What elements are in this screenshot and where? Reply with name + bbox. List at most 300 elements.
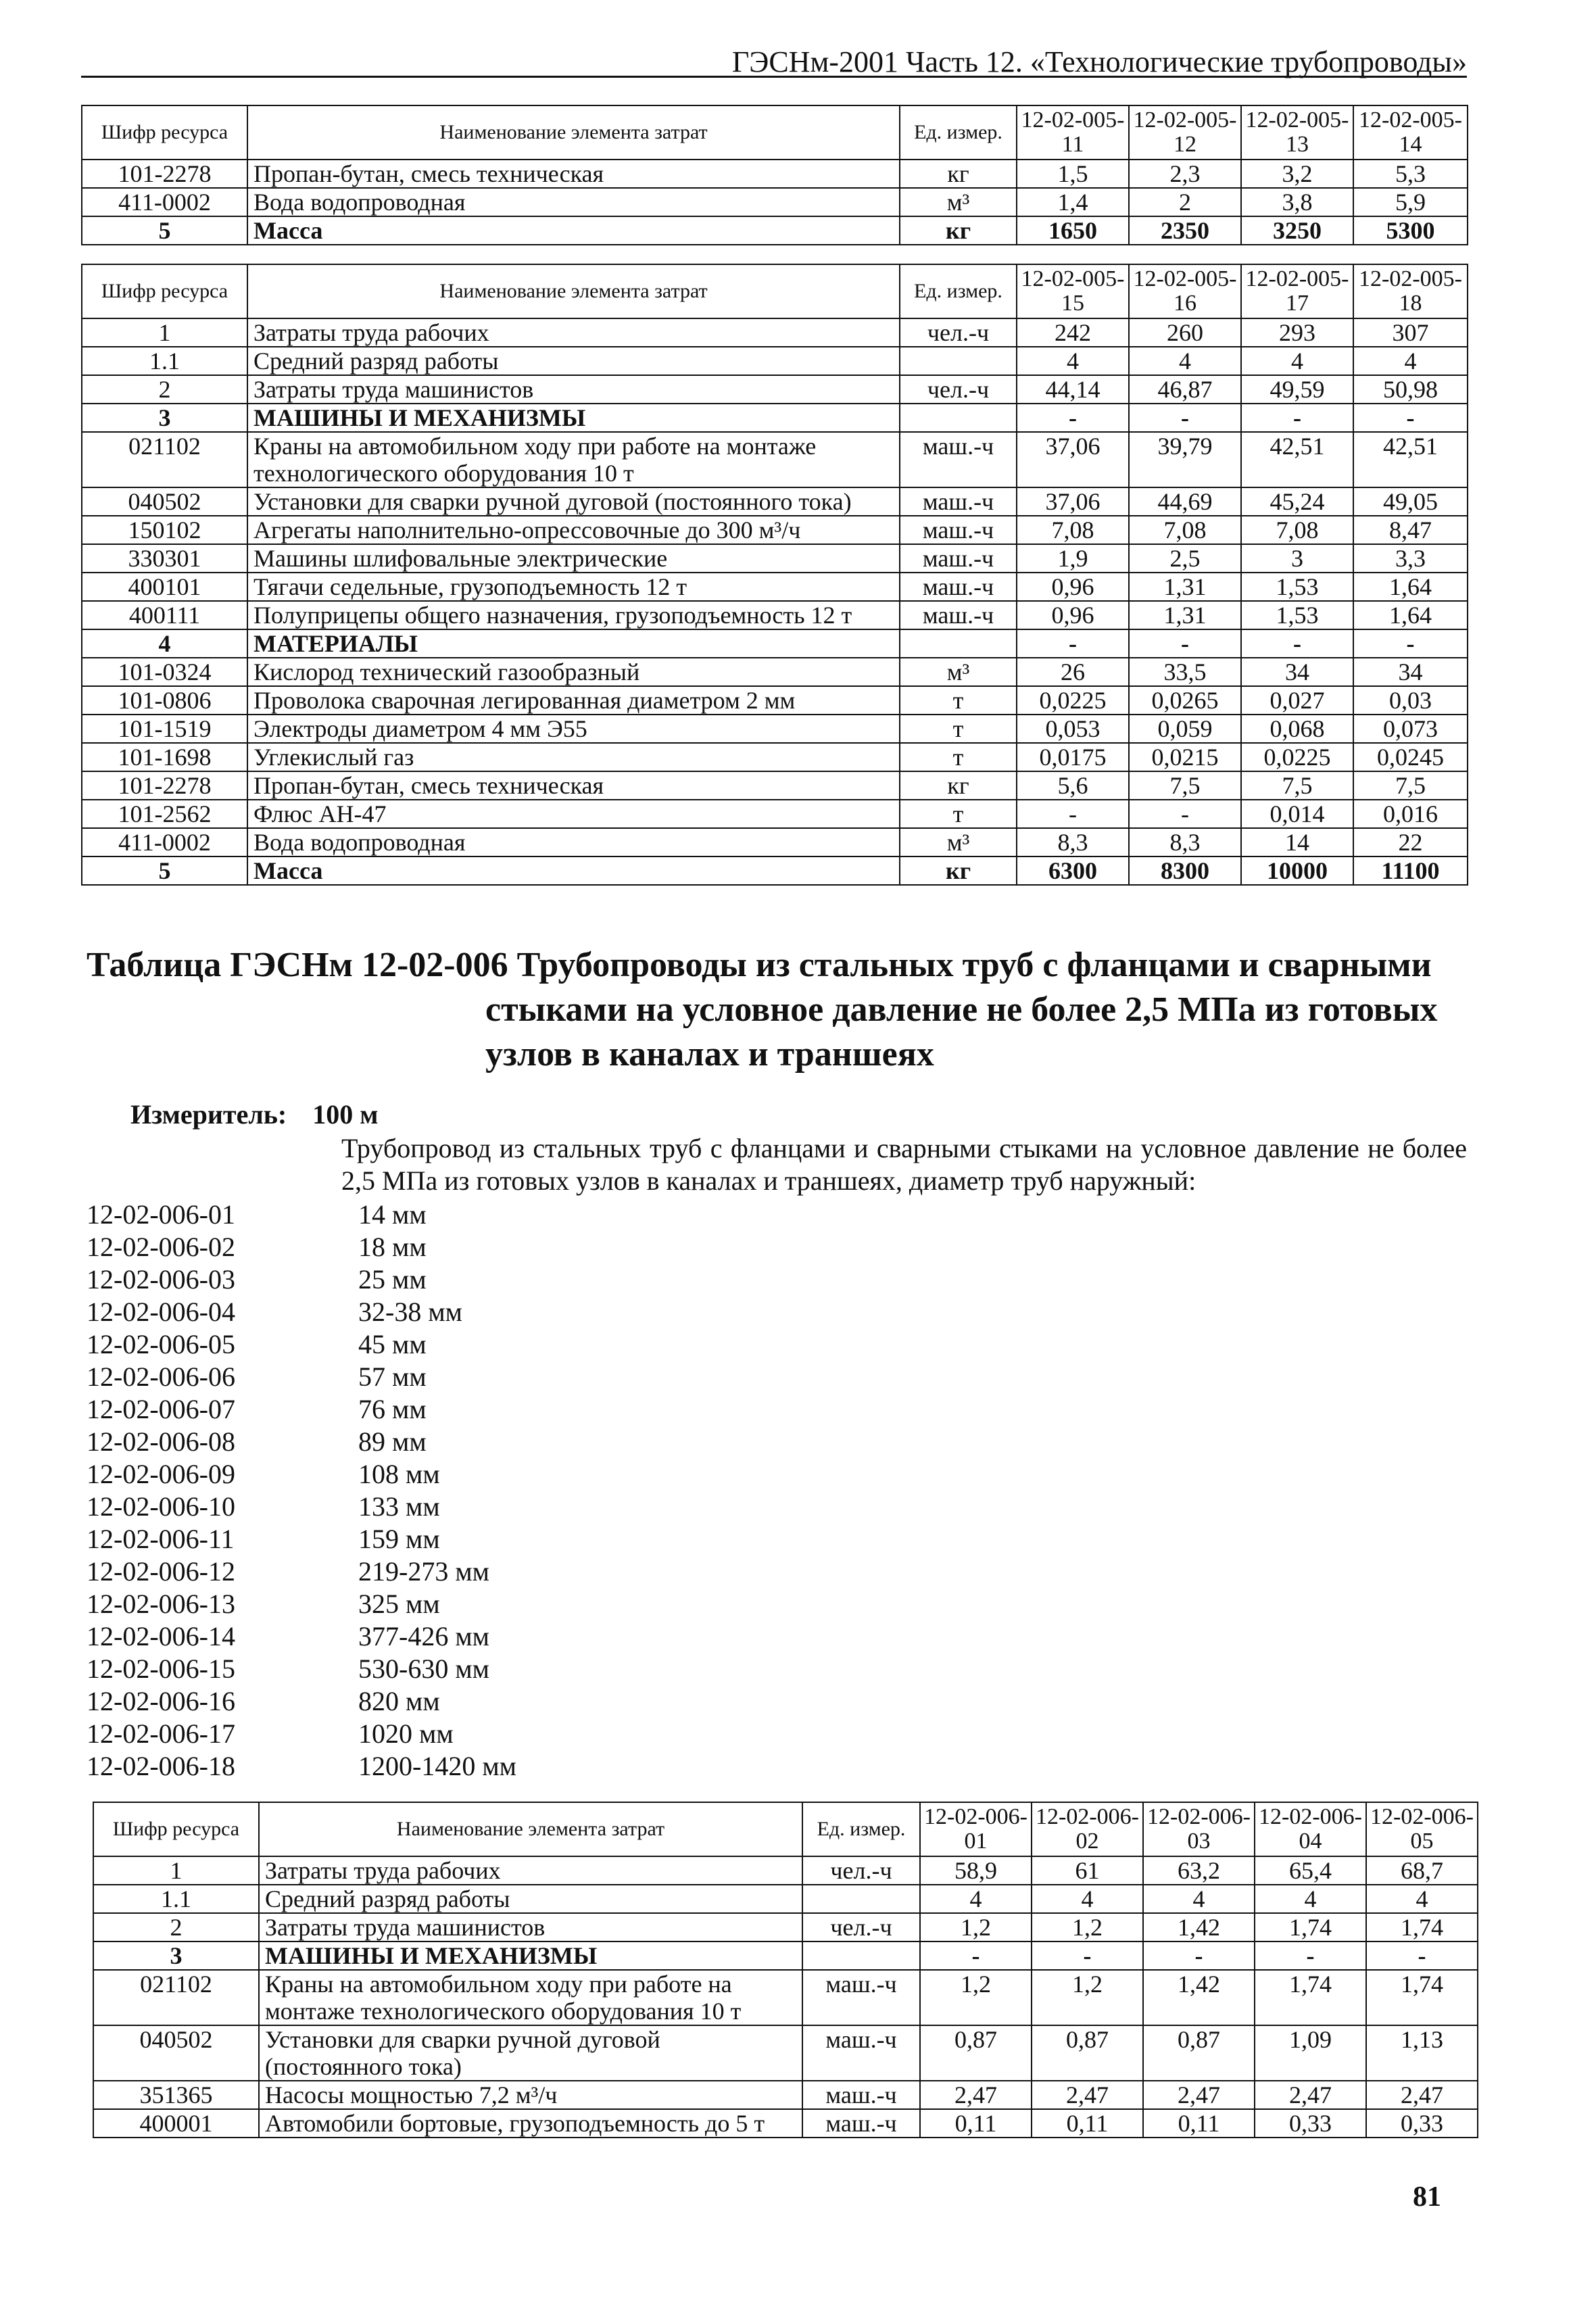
norm-code-item <box>87 1231 516 1263</box>
table-title-line: Таблица ГЭСНм 12-02-006 Трубопроводы из стальных труб с фланцами и сварными <box>87 946 1432 984</box>
table-row <box>82 857 1468 885</box>
cell-value: 1,2 <box>1032 1970 1143 2025</box>
cell-unit: маш.-ч <box>802 2109 920 2138</box>
norm-code-item <box>87 1718 516 1750</box>
norm-code: 12-02-006-10 <box>87 1491 235 1522</box>
cell-value: 0,11 <box>1032 2109 1143 2138</box>
cell-element-name: Средний разряд работы <box>259 1885 802 1913</box>
cell-unit: маш.-ч <box>900 544 1017 573</box>
cell-resource-code: 2 <box>93 1913 259 1941</box>
cell-value: 0,11 <box>920 2109 1032 2138</box>
norm-code: 12-02-006-13 <box>87 1589 235 1619</box>
cell-value: 0,0215 <box>1129 743 1241 771</box>
cell-unit <box>802 1885 920 1913</box>
pipe-diameter: 530-630 мм <box>358 1654 489 1684</box>
cell-unit <box>900 629 1017 658</box>
page-number: 81 <box>1413 2181 1441 2213</box>
table-row <box>82 800 1468 828</box>
cell-element-name: Краны на автомобильном ходу при работе на монтаже технологического оборудования 10 т <box>247 432 900 487</box>
col-header-code: Шифр ресурса <box>82 105 247 160</box>
cell-value: 1,42 <box>1143 1970 1255 2025</box>
norm-code-item <box>87 1750 516 1783</box>
norm-code-item <box>87 1426 516 1458</box>
pipe-diameter: 45 мм <box>358 1329 427 1359</box>
cell-unit <box>802 1941 920 1970</box>
cell-value: - <box>1241 404 1353 432</box>
pipe-diameter: 89 мм <box>358 1426 427 1457</box>
norm-code-list <box>87 1199 516 1783</box>
cell-resource-code: 021102 <box>93 1970 259 2025</box>
cell-value: 4 <box>1032 1885 1143 1913</box>
cell-value: 1,9 <box>1017 544 1129 573</box>
cell-value: 7,5 <box>1129 771 1241 800</box>
norm-code-item <box>87 1653 516 1685</box>
cell-unit: чел.-ч <box>802 1913 920 1941</box>
table-row <box>82 318 1468 347</box>
cell-value: 4 <box>1366 1885 1478 1913</box>
cell-resource-code: 1.1 <box>82 347 247 375</box>
cell-resource-code: 400001 <box>93 2109 259 2138</box>
cell-resource-code: 1 <box>93 1856 259 1885</box>
cell-element-name: Масса <box>247 216 900 245</box>
cell-value: 2,47 <box>1366 2081 1478 2109</box>
cell-value: 0,87 <box>1032 2025 1143 2081</box>
cell-unit: чел.-ч <box>900 318 1017 347</box>
resource-table-006-01-05 <box>93 1802 1478 2138</box>
cell-unit <box>900 347 1017 375</box>
cell-value: 0,059 <box>1129 715 1241 743</box>
cell-value: 2,5 <box>1129 544 1241 573</box>
table-row <box>93 2025 1478 2081</box>
cell-value: 1,53 <box>1241 573 1353 601</box>
cell-value: 39,79 <box>1129 432 1241 487</box>
norm-code: 12-02-006-05 <box>87 1329 235 1359</box>
norm-code-item <box>87 1328 516 1361</box>
cell-resource-code: 101-0806 <box>82 686 247 715</box>
cell-element-name: Масса <box>247 857 900 885</box>
cell-value: 0,016 <box>1353 800 1468 828</box>
norm-code: 12-02-006-06 <box>87 1361 235 1392</box>
cell-resource-code: 101-0324 <box>82 658 247 686</box>
cell-element-name: Затраты труда рабочих <box>247 318 900 347</box>
cell-resource-code: 4 <box>82 629 247 658</box>
cell-resource-code: 411-0002 <box>82 828 247 857</box>
cell-element-name: Установки для сварки ручной дуговой (постоянного тока) <box>247 487 900 516</box>
cell-value: 2350 <box>1129 216 1241 245</box>
cell-value: 1,5 <box>1017 160 1129 188</box>
cell-unit: кг <box>900 857 1017 885</box>
cell-resource-code: 1 <box>82 318 247 347</box>
cell-resource-code: 3 <box>93 1941 259 1970</box>
norm-code: 12-02-006-03 <box>87 1264 235 1295</box>
table-row <box>82 686 1468 715</box>
cell-value: 1,2 <box>1032 1913 1143 1941</box>
col-header-norm: 12-02-005-11 <box>1017 105 1129 160</box>
norm-code: 12-02-006-16 <box>87 1686 235 1716</box>
cell-value: 58,9 <box>920 1856 1032 1885</box>
table-row <box>82 375 1468 404</box>
cell-unit: т <box>900 715 1017 743</box>
col-header-code: Шифр ресурса <box>82 264 247 318</box>
table-row <box>82 573 1468 601</box>
cell-value: 49,05 <box>1353 487 1468 516</box>
cell-value: 4 <box>1143 1885 1255 1913</box>
col-header-norm: 12-02-006-04 <box>1255 1802 1366 1856</box>
table-row <box>82 347 1468 375</box>
table-row <box>82 601 1468 629</box>
cell-unit: кг <box>900 771 1017 800</box>
col-header-norm: 12-02-006-03 <box>1143 1802 1255 1856</box>
cell-value: 34 <box>1241 658 1353 686</box>
cell-element-name: Проволока сварочная легированная диаметром 2 мм <box>247 686 900 715</box>
cell-value: 1,53 <box>1241 601 1353 629</box>
cell-unit: маш.-ч <box>802 2025 920 2081</box>
cell-value: 3 <box>1241 544 1353 573</box>
cell-value: 4 <box>920 1885 1032 1913</box>
cell-value: 44,14 <box>1017 375 1129 404</box>
pipe-diameter: 377-426 мм <box>358 1621 489 1651</box>
cell-value: 2 <box>1129 188 1241 216</box>
cell-value: 37,06 <box>1017 487 1129 516</box>
cell-value: 1,31 <box>1129 573 1241 601</box>
col-header-norm: 12-02-005-15 <box>1017 264 1129 318</box>
cell-value: 4 <box>1017 347 1129 375</box>
table-header-row <box>82 105 1468 160</box>
pipe-diameter: 325 мм <box>358 1589 440 1619</box>
cell-value: 65,4 <box>1255 1856 1366 1885</box>
cell-value: 4 <box>1353 347 1468 375</box>
cell-unit: маш.-ч <box>802 2081 920 2109</box>
col-header-norm: 12-02-005-16 <box>1129 264 1241 318</box>
cell-value: 6300 <box>1017 857 1129 885</box>
cell-value: 2,47 <box>1255 2081 1366 2109</box>
cell-value: 0,87 <box>920 2025 1032 2081</box>
table-row <box>82 629 1468 658</box>
work-description: Трубопровод из стальных труб с фланцами и сварными стыками на условное давление не более 2,5 МПа из готовых узлов в каналах и траншеях, диаметр труб наружный: <box>341 1133 1467 1196</box>
cell-element-name: Установки для сварки ручной дуговой (постоянного тока) <box>259 2025 802 2081</box>
table-row <box>93 2081 1478 2109</box>
pipe-diameter: 159 мм <box>358 1524 440 1554</box>
cell-value: 42,51 <box>1241 432 1353 487</box>
resource-table-005-11-14 <box>81 105 1468 245</box>
col-header-norm: 12-02-006-05 <box>1366 1802 1478 1856</box>
cell-unit: м³ <box>900 658 1017 686</box>
cell-value: 260 <box>1129 318 1241 347</box>
cell-resource-code: 1.1 <box>93 1885 259 1913</box>
cell-value: 307 <box>1353 318 1468 347</box>
running-header: ГЭСНм-2001 Часть 12. «Технологические трубопроводы» <box>731 45 1467 78</box>
cell-value: 2,47 <box>1143 2081 1255 2109</box>
table-row <box>82 743 1468 771</box>
cell-value: 5,6 <box>1017 771 1129 800</box>
cell-value: 1,74 <box>1255 1970 1366 2025</box>
cell-value: 3,2 <box>1241 160 1353 188</box>
cell-element-name: МАШИНЫ И МЕХАНИЗМЫ <box>259 1941 802 1970</box>
cell-value: 14 <box>1241 828 1353 857</box>
cell-unit: м³ <box>900 188 1017 216</box>
col-header-norm: 12-02-005-13 <box>1241 105 1353 160</box>
cell-element-name: Пропан-бутан, смесь техническая <box>247 771 900 800</box>
header-rule <box>81 76 1467 78</box>
cell-element-name: Пропан-бутан, смесь техническая <box>247 160 900 188</box>
cell-resource-code: 3 <box>82 404 247 432</box>
cell-resource-code: 101-1698 <box>82 743 247 771</box>
table-row <box>93 2109 1478 2138</box>
cell-value: - <box>1017 404 1129 432</box>
cell-unit: т <box>900 800 1017 828</box>
cell-resource-code: 330301 <box>82 544 247 573</box>
table-row <box>82 487 1468 516</box>
cell-element-name: Вода водопроводная <box>247 828 900 857</box>
table-row <box>82 658 1468 686</box>
cell-value: 293 <box>1241 318 1353 347</box>
cell-unit: т <box>900 743 1017 771</box>
cell-value: 5,3 <box>1353 160 1468 188</box>
cell-element-name: Вода водопроводная <box>247 188 900 216</box>
cell-value: 0,0225 <box>1241 743 1353 771</box>
table-row <box>82 544 1468 573</box>
cell-value: - <box>1143 1941 1255 1970</box>
cell-value: 7,5 <box>1353 771 1468 800</box>
cell-value: 5,9 <box>1353 188 1468 216</box>
cell-value: 63,2 <box>1143 1856 1255 1885</box>
col-header-norm: 12-02-005-14 <box>1353 105 1468 160</box>
cell-value: 1,74 <box>1366 1913 1478 1941</box>
table-row <box>82 404 1468 432</box>
norm-code: 12-02-006-09 <box>87 1459 235 1489</box>
norm-code-item <box>87 1620 516 1653</box>
cell-value: - <box>1032 1941 1143 1970</box>
cell-value: 2,3 <box>1129 160 1241 188</box>
cell-unit: маш.-ч <box>900 487 1017 516</box>
cell-resource-code: 101-2278 <box>82 771 247 800</box>
norm-code: 12-02-006-14 <box>87 1621 235 1651</box>
cell-value: 4 <box>1129 347 1241 375</box>
table-row <box>82 160 1468 188</box>
col-header-norm: 12-02-005-18 <box>1353 264 1468 318</box>
cell-value: 0,0175 <box>1017 743 1129 771</box>
cell-element-name: Затраты труда машинистов <box>259 1913 802 1941</box>
cell-value: 0,053 <box>1017 715 1129 743</box>
cell-unit: маш.-ч <box>900 601 1017 629</box>
norm-code-item <box>87 1296 516 1328</box>
cell-value: 8,3 <box>1017 828 1129 857</box>
table-title-line: стыками на условное давление не более 2,5 МПа из готовых <box>485 990 1438 1029</box>
pipe-diameter: 219-273 мм <box>358 1556 489 1587</box>
cell-unit: маш.-ч <box>900 573 1017 601</box>
pipe-diameter: 14 мм <box>358 1199 427 1230</box>
cell-value: 44,69 <box>1129 487 1241 516</box>
cell-value: 0,96 <box>1017 601 1129 629</box>
table-row <box>82 828 1468 857</box>
cell-value: 1,4 <box>1017 188 1129 216</box>
col-header-norm: 12-02-006-02 <box>1032 1802 1143 1856</box>
cell-value: - <box>1017 800 1129 828</box>
cell-element-name: Тягачи седельные, грузоподъемность 12 т <box>247 573 900 601</box>
table-row <box>93 1856 1478 1885</box>
cell-resource-code: 400111 <box>82 601 247 629</box>
pipe-diameter: 32-38 мм <box>358 1297 462 1327</box>
meter-value: 100 м <box>312 1099 379 1130</box>
cell-value: 0,03 <box>1353 686 1468 715</box>
pipe-diameter: 108 мм <box>358 1459 440 1489</box>
cell-unit: м³ <box>900 828 1017 857</box>
cell-value: 45,24 <box>1241 487 1353 516</box>
cell-value: 22 <box>1353 828 1468 857</box>
col-header-norm: 12-02-005-17 <box>1241 264 1353 318</box>
norm-code-item <box>87 1263 516 1296</box>
cell-element-name: Средний разряд работы <box>247 347 900 375</box>
cell-element-name: Полуприцепы общего назначения, грузоподъемность 12 т <box>247 601 900 629</box>
table-row <box>82 432 1468 487</box>
table-row <box>82 715 1468 743</box>
cell-unit: маш.-ч <box>802 1970 920 2025</box>
pipe-diameter: 1020 мм <box>358 1718 454 1749</box>
cell-value: - <box>1129 629 1241 658</box>
cell-value: 10000 <box>1241 857 1353 885</box>
cell-element-name: Углекислый газ <box>247 743 900 771</box>
col-header-name: Наименование элемента затрат <box>247 264 900 318</box>
cell-value: 0,96 <box>1017 573 1129 601</box>
cell-element-name: Насосы мощностью 7,2 м³/ч <box>259 2081 802 2109</box>
cell-value: 37,06 <box>1017 432 1129 487</box>
cell-value: 0,0265 <box>1129 686 1241 715</box>
norm-code: 12-02-006-02 <box>87 1232 235 1262</box>
cell-resource-code: 021102 <box>82 432 247 487</box>
table-row <box>82 516 1468 544</box>
norm-code: 12-02-006-07 <box>87 1394 235 1424</box>
cell-value: 7,08 <box>1129 516 1241 544</box>
cell-value: 3250 <box>1241 216 1353 245</box>
table-row <box>93 1941 1478 1970</box>
cell-value: - <box>1255 1941 1366 1970</box>
table-row <box>82 188 1468 216</box>
cell-value: 2,47 <box>1032 2081 1143 2109</box>
cell-value: 1,42 <box>1143 1913 1255 1941</box>
cell-value: 42,51 <box>1353 432 1468 487</box>
cell-element-name: Кислород технический газообразный <box>247 658 900 686</box>
cell-value: 1,74 <box>1366 1970 1478 2025</box>
meter-label: Измеритель: <box>130 1099 287 1130</box>
cell-unit: кг <box>900 160 1017 188</box>
cell-value: 34 <box>1353 658 1468 686</box>
col-header-unit: Ед. измер. <box>900 105 1017 160</box>
cell-value: - <box>1017 629 1129 658</box>
col-header-code: Шифр ресурса <box>93 1802 259 1856</box>
cell-value: 1,2 <box>920 1913 1032 1941</box>
cell-element-name: Затраты труда рабочих <box>259 1856 802 1885</box>
cell-resource-code: 101-2562 <box>82 800 247 828</box>
cell-unit: маш.-ч <box>900 516 1017 544</box>
cell-value: 1,31 <box>1129 601 1241 629</box>
norm-code-item <box>87 1555 516 1588</box>
col-header-norm: 12-02-006-01 <box>920 1802 1032 1856</box>
cell-value: 1,64 <box>1353 573 1468 601</box>
pipe-diameter: 133 мм <box>358 1491 440 1522</box>
norm-code: 12-02-006-11 <box>87 1524 235 1554</box>
cell-unit: т <box>900 686 1017 715</box>
cell-value: 7,08 <box>1241 516 1353 544</box>
norm-code-item <box>87 1199 516 1231</box>
cell-value: - <box>1241 629 1353 658</box>
norm-code: 12-02-006-15 <box>87 1654 235 1684</box>
cell-value: - <box>1353 404 1468 432</box>
cell-resource-code: 150102 <box>82 516 247 544</box>
cell-value: 11100 <box>1353 857 1468 885</box>
cell-value: 3,8 <box>1241 188 1353 216</box>
cell-element-name: Затраты труда машинистов <box>247 375 900 404</box>
table-title-line: узлов в каналах и траншеях <box>485 1035 934 1073</box>
pipe-diameter: 820 мм <box>358 1686 440 1716</box>
cell-element-name: Электроды диаметром 4 мм Э55 <box>247 715 900 743</box>
norm-code: 12-02-006-12 <box>87 1556 235 1587</box>
col-header-name: Наименование элемента затрат <box>247 105 900 160</box>
cell-value: 0,027 <box>1241 686 1353 715</box>
cell-value: 1,13 <box>1366 2025 1478 2081</box>
table-row <box>82 216 1468 245</box>
pipe-diameter: 57 мм <box>358 1361 427 1392</box>
cell-resource-code: 5 <box>82 857 247 885</box>
cell-value: 61 <box>1032 1856 1143 1885</box>
col-header-name: Наименование элемента затрат <box>259 1802 802 1856</box>
table-header-row <box>82 264 1468 318</box>
cell-resource-code: 411-0002 <box>82 188 247 216</box>
norm-code: 12-02-006-01 <box>87 1199 235 1230</box>
cell-unit: чел.-ч <box>900 375 1017 404</box>
pipe-diameter: 25 мм <box>358 1264 427 1295</box>
cell-resource-code: 400101 <box>82 573 247 601</box>
cell-value: - <box>1353 629 1468 658</box>
table-title <box>87 943 1472 1077</box>
cell-unit: маш.-ч <box>900 432 1017 487</box>
norm-code-item <box>87 1458 516 1491</box>
cell-unit: кг <box>900 216 1017 245</box>
cell-value: 1,64 <box>1353 601 1468 629</box>
cell-element-name: МАТЕРИАЛЫ <box>247 629 900 658</box>
norm-code: 12-02-006-18 <box>87 1751 235 1781</box>
cell-value: 4 <box>1255 1885 1366 1913</box>
cell-value: 4 <box>1241 347 1353 375</box>
meter <box>130 1097 378 1132</box>
cell-element-name: Машины шлифовальные электрические <box>247 544 900 573</box>
cell-value: 33,5 <box>1129 658 1241 686</box>
cell-value: 0,014 <box>1241 800 1353 828</box>
cell-value: 1,2 <box>920 1970 1032 2025</box>
cell-element-name: МАШИНЫ И МЕХАНИЗМЫ <box>247 404 900 432</box>
cell-resource-code: 101-2278 <box>82 160 247 188</box>
cell-value: 7,08 <box>1017 516 1129 544</box>
table-header-row <box>93 1802 1478 1856</box>
cell-value: 8,3 <box>1129 828 1241 857</box>
cell-value: 2,47 <box>920 2081 1032 2109</box>
resource-table-005-15-18 <box>81 264 1468 886</box>
cell-element-name: Флюс АН-47 <box>247 800 900 828</box>
table-row <box>93 1885 1478 1913</box>
cell-value: 50,98 <box>1353 375 1468 404</box>
cell-element-name: Краны на автомобильном ходу при работе на монтаже технологического оборудования 10 т <box>259 1970 802 2025</box>
cell-resource-code: 040502 <box>93 2025 259 2081</box>
cell-value: 1,74 <box>1255 1913 1366 1941</box>
cell-value: 5300 <box>1353 216 1468 245</box>
cell-resource-code: 2 <box>82 375 247 404</box>
norm-code: 12-02-006-04 <box>87 1297 235 1327</box>
cell-value: 3,3 <box>1353 544 1468 573</box>
table-row <box>93 1913 1478 1941</box>
cell-value: 68,7 <box>1366 1856 1478 1885</box>
cell-value: 0,11 <box>1143 2109 1255 2138</box>
cell-resource-code: 5 <box>82 216 247 245</box>
norm-code-item <box>87 1523 516 1555</box>
